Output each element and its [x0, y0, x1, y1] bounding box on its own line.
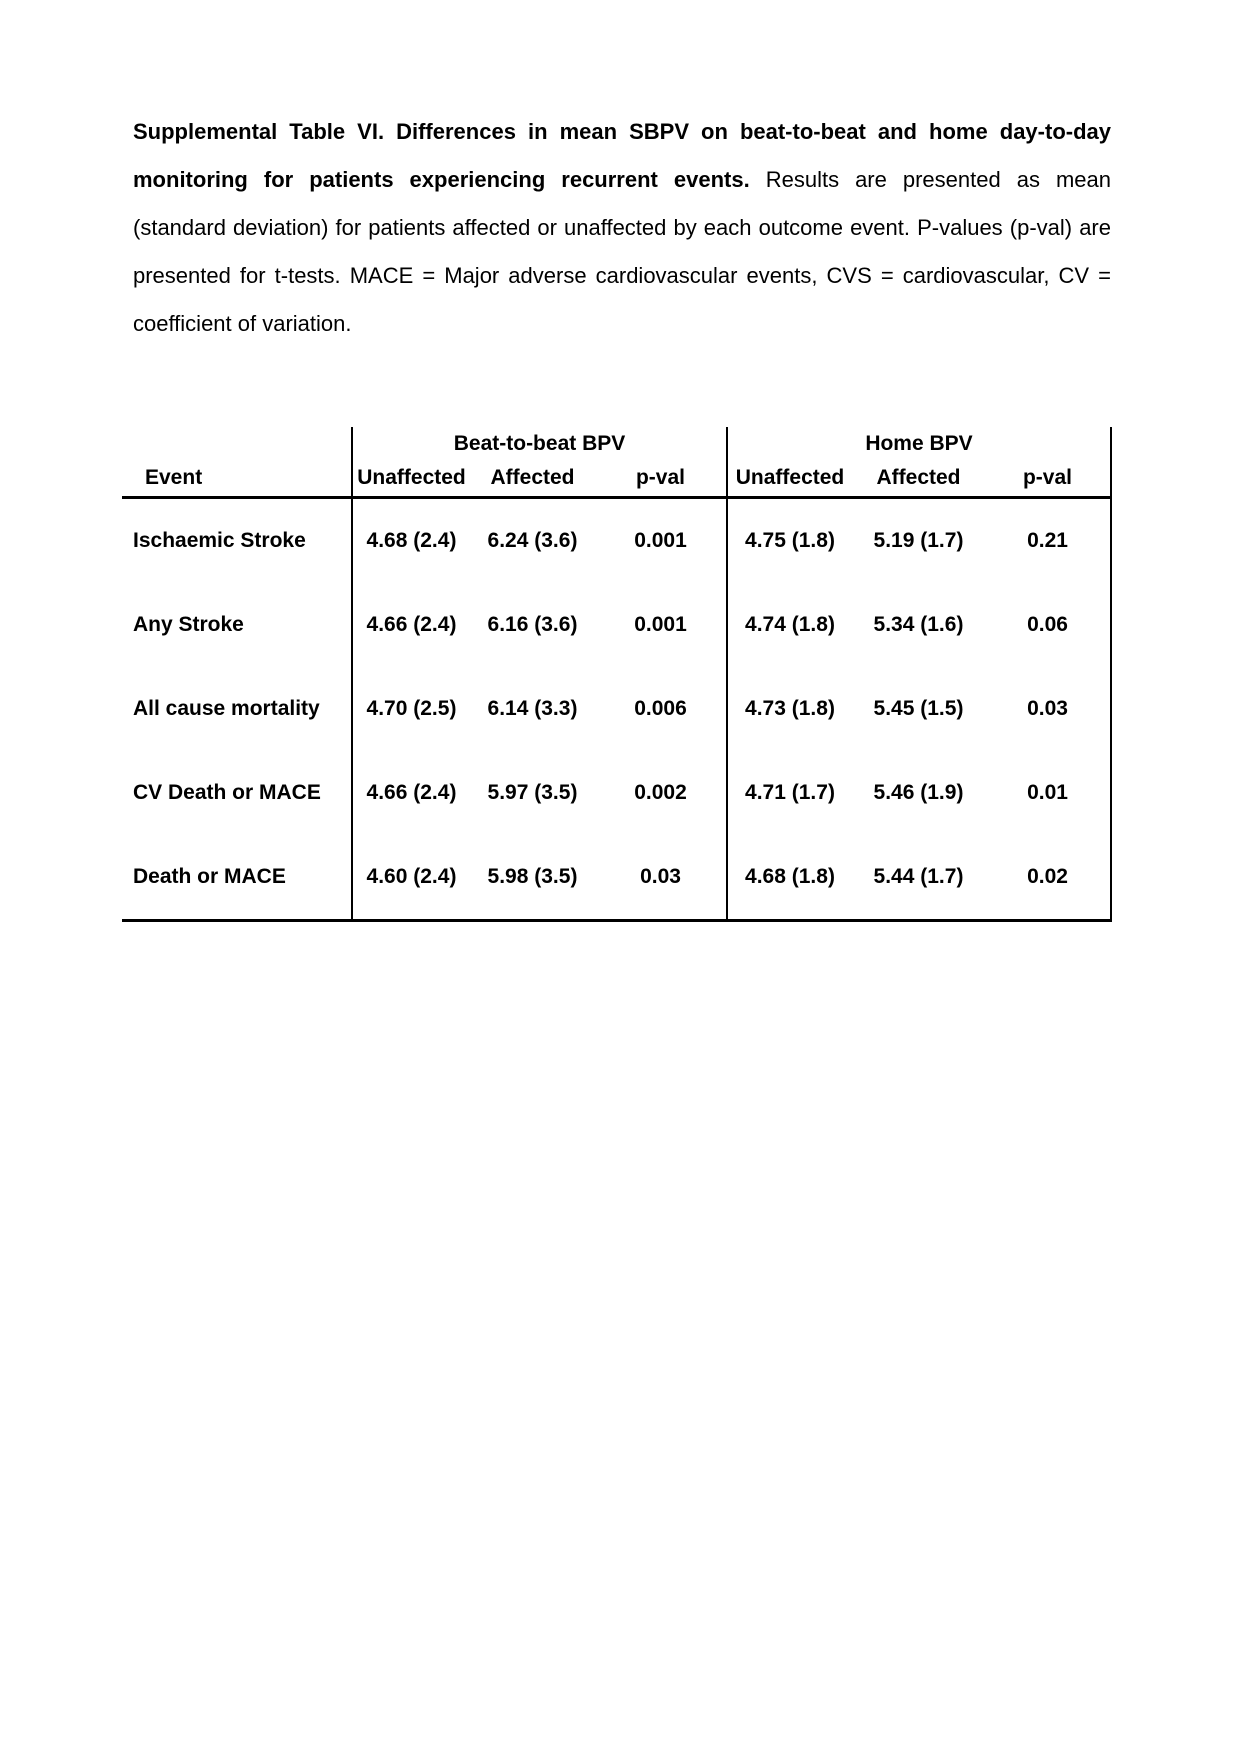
cell-home-pval: 0.06 [985, 583, 1111, 667]
cell-home-affected: 5.19 (1.7) [873, 529, 964, 552]
cell-home-pval: 0.21 [985, 498, 1111, 584]
column-header-b2b-affected: Affected [470, 460, 595, 498]
table-caption [133, 108, 1111, 348]
cell-home-pval: 0.01 [985, 751, 1111, 835]
cell-b2b-pval: 0.03 [595, 835, 727, 921]
cell-b2b-unaffected: 4.66 (2.4) [352, 751, 470, 835]
cell-event: CV Death or MACE [133, 781, 321, 804]
cell-event: All cause mortality [133, 697, 320, 720]
column-header-home-affected: Affected [852, 460, 985, 498]
cell-b2b-affected: 6.16 (3.6) [487, 613, 578, 636]
table-row [122, 751, 1111, 835]
cell-b2b-pval: 0.006 [634, 697, 687, 720]
column-header-b2b-pval: p-val [595, 460, 727, 498]
cell-home-unaffected: 4.73 (1.8) [727, 667, 852, 751]
group-header-beat-to-beat: Beat-to-beat BPV [352, 427, 727, 460]
caption-body: Results are presented as mean (standard deviation) for patients affected or unaffected by each outcome event. P-values (p-val) are presented for t-tests. MACE = Major adverse cardiovascular events, CVS = cardiovascular, CV = coefficient of variation. [133, 167, 1111, 336]
cell-home-affected: 5.44 (1.7) [852, 835, 985, 921]
table-row [122, 667, 1111, 751]
cell-b2b-pval: 0.001 [634, 613, 687, 636]
group-header-row [122, 427, 1111, 460]
cell-home-affected: 5.34 (1.6) [873, 613, 964, 636]
cell-event: Death or MACE [122, 835, 352, 921]
cell-home-unaffected: 4.75 (1.8) [727, 498, 852, 584]
cell-event: Ischaemic Stroke [133, 529, 306, 552]
table-row [122, 498, 1111, 584]
cell-home-unaffected: 4.74 (1.8) [727, 583, 852, 667]
cell-home-unaffected: 4.71 (1.7) [727, 751, 852, 835]
table-row [122, 583, 1111, 667]
column-header-event: Event [122, 460, 352, 498]
column-header-b2b-unaffected: Unaffected [352, 460, 470, 498]
cell-event: Any Stroke [133, 613, 244, 636]
cell-home-affected: 5.46 (1.9) [873, 781, 964, 804]
cell-home-pval: 0.02 [985, 835, 1111, 921]
cell-home-affected: 5.45 (1.5) [873, 697, 964, 720]
group-header-spacer [122, 427, 352, 460]
results-table [122, 427, 1112, 922]
caption-title: Supplemental Table VI. Differences in mean SBPV on beat-to-beat and home day-to-day monitoring for patients experiencing recurrent events. [133, 119, 1111, 192]
column-header-home-pval: p-val [985, 460, 1111, 498]
cell-b2b-unaffected: 4.68 (2.4) [352, 498, 470, 584]
cell-home-unaffected: 4.68 (1.8) [727, 835, 852, 921]
cell-b2b-pval: 0.001 [634, 529, 687, 552]
cell-home-pval: 0.03 [985, 667, 1111, 751]
cell-b2b-pval: 0.002 [634, 781, 687, 804]
cell-b2b-unaffected: 4.60 (2.4) [352, 835, 470, 921]
column-header-home-unaffected: Unaffected [727, 460, 852, 498]
column-header-row [122, 460, 1111, 498]
cell-b2b-unaffected: 4.66 (2.4) [352, 583, 470, 667]
cell-b2b-unaffected: 4.70 (2.5) [352, 667, 470, 751]
group-header-home: Home BPV [727, 427, 1111, 460]
cell-b2b-affected: 5.98 (3.5) [470, 835, 595, 921]
table-row [122, 835, 1111, 921]
cell-b2b-affected: 5.97 (3.5) [487, 781, 578, 804]
cell-b2b-affected: 6.14 (3.3) [487, 697, 578, 720]
cell-b2b-affected: 6.24 (3.6) [487, 529, 578, 552]
